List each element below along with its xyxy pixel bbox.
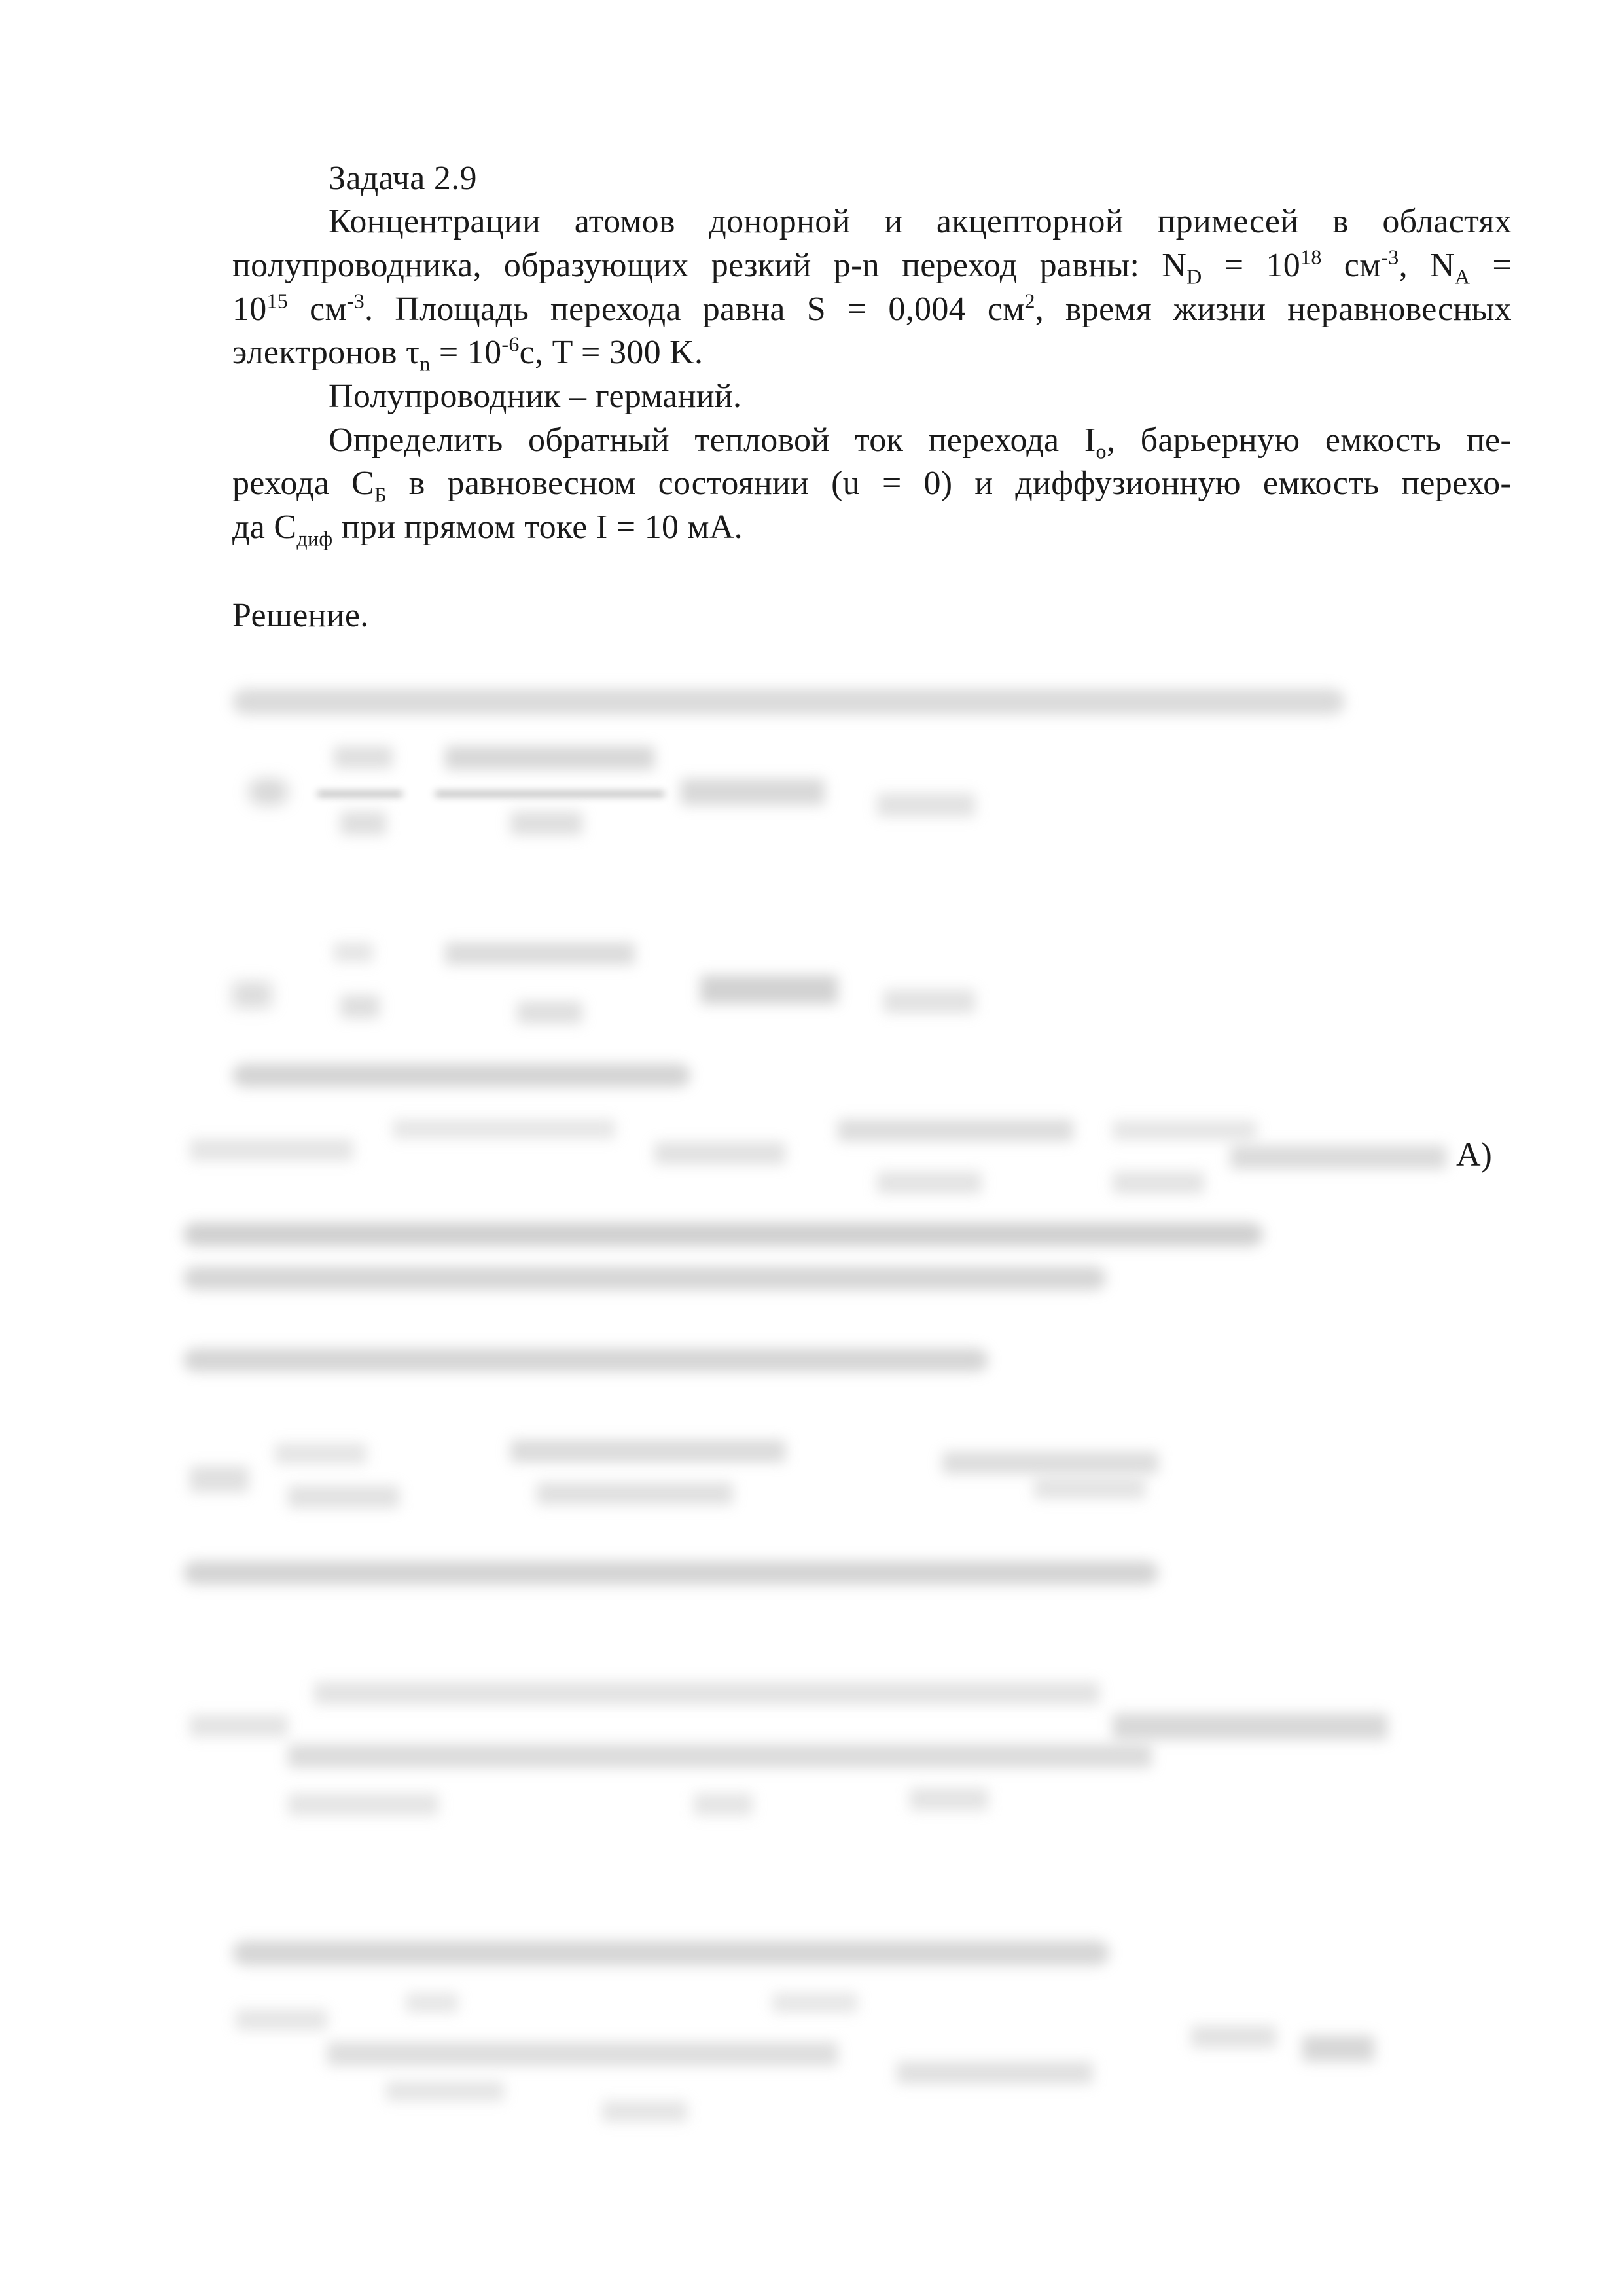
problem-text-line-2: полупроводника, образующих резкий p-n переход равны: $N_D = 10^{18}$ $см^{-3}$, $N_A$ = [232,245,1512,289]
task-line-2: рехода $C_Б$ в равновесном состоянии (u = 0) и диффузионную емкость перехо- [232,465,1512,507]
problem-text-line-1: Концентрации атомов донорной и акцепторной примесей в областях [329,203,1512,240]
problem-title: Задача 2.9 [329,160,477,197]
semiconductor-line: Полупроводник – германий. [329,378,742,415]
task-line-1: Определить обратный тепловой ток перехода $I_o$, барьерную емкость пе- [329,422,1512,463]
problem-text-line-3: $10^{15}$ $см^{-3}$. Площадь перехода равна S = 0,004 $см^2$, время жизни неравновесных [232,289,1512,328]
problem-text-line-4: электронов $\tau_n = 10^{-6}с$, T = 300 K. [232,332,704,376]
answer-unit: А) [1456,1136,1492,1174]
solution-heading: Решение. [232,597,369,634]
task-line-3: да $C_{диф}$ при прямом токе I = 10 мА. [232,509,743,550]
